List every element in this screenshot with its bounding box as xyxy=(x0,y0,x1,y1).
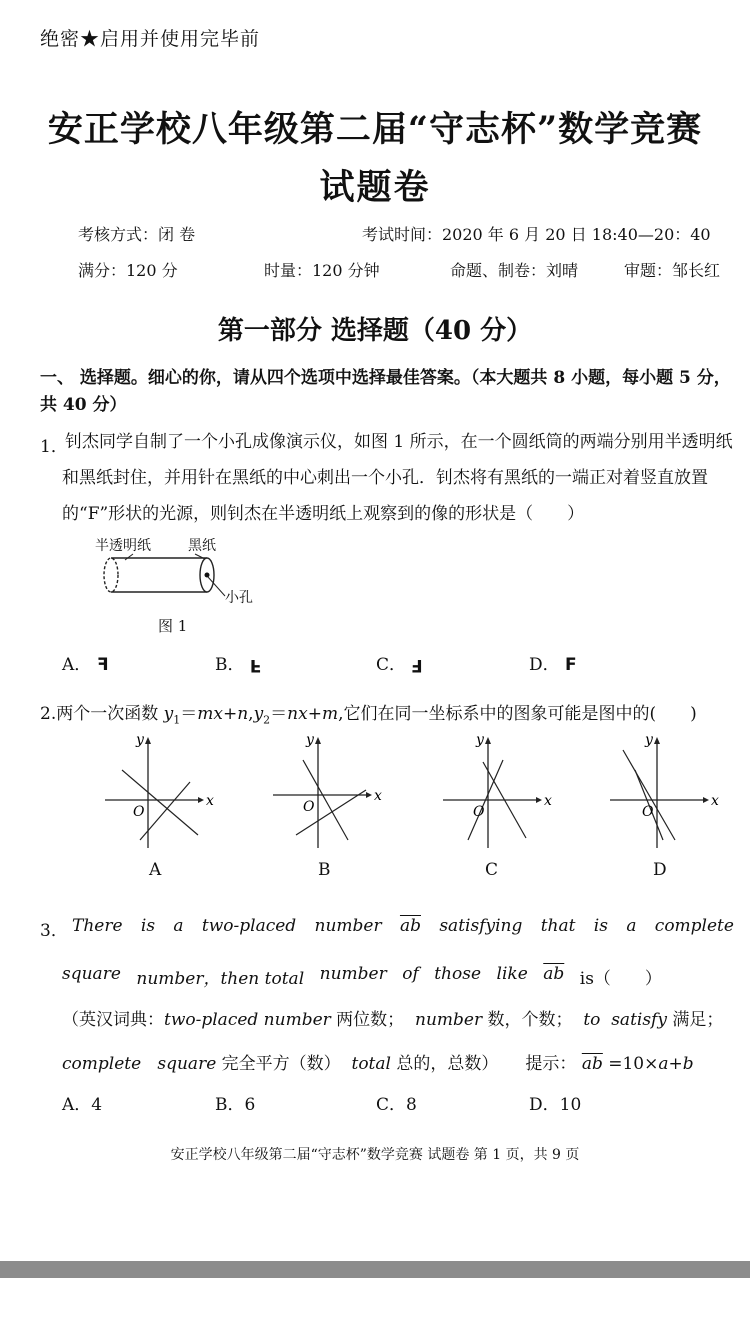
q3-line-3 xyxy=(62,1005,723,1030)
q3-line-4 xyxy=(62,1049,694,1074)
section-instructions: 一、 选择题。细心的你，请从四个选项中选择最佳答案。（本大题共 8 小题，每小题 5 分，共 40 分） xyxy=(40,368,731,415)
word: those xyxy=(434,964,482,984)
word: number xyxy=(319,964,387,984)
exam-mode: 考核方式：闭 卷 xyxy=(78,225,196,244)
term: number xyxy=(415,1010,483,1030)
graph-d[interactable] xyxy=(605,730,725,850)
word: a xyxy=(173,916,184,936)
reviewer: 审题：邹长红 xyxy=(624,261,721,280)
y-axis-label: y xyxy=(476,732,484,748)
option-label: D． xyxy=(529,655,560,675)
origin-label: O xyxy=(473,804,485,820)
formula: =10× xyxy=(602,1054,659,1074)
option-label: C． xyxy=(376,1095,407,1115)
option-label: A． xyxy=(62,1095,92,1115)
meaning: 满足； xyxy=(666,1010,724,1030)
meaning: 数，个数； xyxy=(482,1010,573,1030)
q3-option-c[interactable] xyxy=(376,1090,417,1115)
page-footer: 安正学校八年级第二届“守志杯”数学竞赛 试题卷 第 1 页，共 9 页 xyxy=(170,1147,580,1163)
y-axis-label: y xyxy=(645,732,653,748)
q1-number: 1． xyxy=(40,437,68,457)
function-line xyxy=(623,750,675,840)
y2-var: y xyxy=(253,704,264,724)
option-value: 8 xyxy=(406,1095,417,1115)
q2-number: 2. xyxy=(40,704,57,724)
word: two‐placed xyxy=(201,916,297,936)
word: complete xyxy=(654,916,734,936)
bottom-divider-bar xyxy=(0,1261,750,1278)
q1-option-d[interactable] xyxy=(529,650,577,675)
word: number xyxy=(314,916,382,936)
option-label: A． xyxy=(62,655,92,675)
ab-overline: $\overline{ab}$ xyxy=(543,964,565,984)
option-d-glyph: F xyxy=(565,655,577,675)
graph-a-label[interactable]: A xyxy=(149,860,162,880)
term: two‐placed number xyxy=(164,1010,331,1030)
option-c-glyph: F xyxy=(411,655,424,675)
word: square xyxy=(62,964,121,984)
exam-subtitle: 试题卷 xyxy=(319,167,431,208)
exam-title: 安正学校八年级第二届“守志杯”数学竞赛 xyxy=(47,109,703,150)
q2-text-a: 两个一次函数 xyxy=(56,704,164,724)
option-label: C． xyxy=(376,655,407,675)
word: is（ ） xyxy=(579,969,662,989)
x-axis-arrow xyxy=(366,792,372,798)
word: that xyxy=(540,916,576,936)
word: There xyxy=(72,916,123,936)
full-score: 满分：120 分 xyxy=(78,261,178,280)
author: 命题、制卷：刘晴 xyxy=(450,261,579,280)
word: satisfying xyxy=(439,916,523,936)
x-axis-arrow xyxy=(198,797,204,803)
y2-sub: 2 xyxy=(263,713,271,727)
q1-option-c[interactable] xyxy=(376,650,423,675)
origin-label: O xyxy=(303,799,315,815)
x-axis-label: x xyxy=(544,793,552,809)
dict-open: （英汉词典： xyxy=(62,1010,164,1030)
option-label: D． xyxy=(529,1095,560,1115)
graph-c[interactable] xyxy=(438,730,558,850)
word: of xyxy=(402,964,419,984)
option-a-glyph: F xyxy=(96,655,109,675)
option-value: 10 xyxy=(559,1095,582,1115)
q2-text-b: ,它们在同一坐标系中的图象可能是图中的( ) xyxy=(338,704,697,724)
option-label: B． xyxy=(215,655,245,675)
formula-b: b xyxy=(682,1054,694,1074)
q1-option-a[interactable] xyxy=(62,650,108,675)
q1-option-b[interactable] xyxy=(215,650,262,675)
graph-b-label[interactable]: B xyxy=(318,860,331,880)
y1-sub: 1 xyxy=(173,713,181,727)
word: is xyxy=(593,916,608,936)
term: satisfy xyxy=(611,1010,667,1030)
option-value: 4 xyxy=(91,1095,103,1115)
formula: + xyxy=(668,1054,683,1074)
y-axis-label: y xyxy=(136,732,144,748)
origin-label: O xyxy=(133,804,145,820)
y-axis-arrow xyxy=(145,737,151,744)
term: total xyxy=(351,1054,391,1074)
option-label: B． xyxy=(215,1095,245,1115)
q3-number: 3． xyxy=(40,921,68,941)
q3-option-d[interactable] xyxy=(529,1090,581,1115)
hint-label: 提示： xyxy=(525,1054,577,1074)
y-axis-arrow xyxy=(315,737,321,744)
term: square xyxy=(157,1054,217,1074)
graph-c-label[interactable]: C xyxy=(485,860,499,880)
meaning: 两位数； xyxy=(330,1010,405,1030)
q3-line-1 xyxy=(72,916,734,936)
x-axis-arrow xyxy=(536,797,542,803)
part-title: 第一部分 选择题（40 分） xyxy=(217,316,533,346)
origin-label: O xyxy=(642,804,654,820)
meaning: 总的，总数） xyxy=(390,1054,499,1074)
mx-n: mx+n xyxy=(197,704,249,724)
q1-text: 钊杰同学自制了一个小孔成像演示仪，如图 1 所示，在一个圆纸筒的两端分别用半透明纸和黑纸封住，并用针在黑纸的中心刺出一个小孔．钊杰将有黑纸的一端正对着竖直放置的“F”形状的光源，则钊杰在半透明纸上观察到的像的形状是（ ） xyxy=(62,432,733,524)
figure-1-caption: 图 1 xyxy=(158,617,188,635)
y1-var: y xyxy=(163,704,174,724)
graph-d-label[interactable]: D xyxy=(653,860,667,880)
x-axis-label: x xyxy=(711,793,719,809)
q3-line-2 xyxy=(62,964,662,989)
exam-time: 考试时间：2020 年 6 月 20 日 18:40—20：40 xyxy=(362,225,711,244)
y-axis-label: y xyxy=(306,732,314,748)
graph-a[interactable] xyxy=(100,730,220,850)
graph-b[interactable] xyxy=(268,730,388,850)
x-axis-label: x xyxy=(206,793,214,809)
label-translucent-paper: 半透明纸 xyxy=(95,538,151,554)
meaning: 完全平方（数） xyxy=(216,1054,341,1074)
y-axis-arrow xyxy=(485,737,491,744)
function-line xyxy=(122,770,198,835)
q3-option-b[interactable] xyxy=(215,1090,255,1115)
ab-overline: $\overline{ab}$ xyxy=(581,1054,603,1074)
q3-option-a[interactable] xyxy=(62,1090,102,1115)
duration: 时量：120 分钟 xyxy=(264,261,380,280)
word: is xyxy=(140,916,156,936)
word: number，then total xyxy=(136,969,305,989)
confidential-notice: 绝密★启用并使用完毕前 xyxy=(40,28,261,50)
nx-m: nx+m xyxy=(287,704,339,724)
eq2: ＝ xyxy=(270,704,288,724)
x-axis-arrow xyxy=(703,797,709,803)
option-value: 6 xyxy=(244,1095,256,1115)
word: like xyxy=(496,964,528,984)
q2-stem xyxy=(40,699,697,726)
term: to xyxy=(583,1010,601,1030)
x-axis-label: x xyxy=(374,788,382,804)
ab-overline: $\overline{ab}$ xyxy=(399,916,421,936)
comma: , xyxy=(248,704,254,724)
formula-a: a xyxy=(658,1054,669,1074)
option-b-glyph: F xyxy=(249,655,262,675)
label-pinhole: 小孔 xyxy=(225,590,253,606)
word: a xyxy=(626,916,637,936)
eq1: ＝ xyxy=(180,704,198,724)
term: complete xyxy=(62,1054,142,1074)
label-black-paper: 黑纸 xyxy=(188,538,216,554)
y-axis-arrow xyxy=(654,737,660,744)
